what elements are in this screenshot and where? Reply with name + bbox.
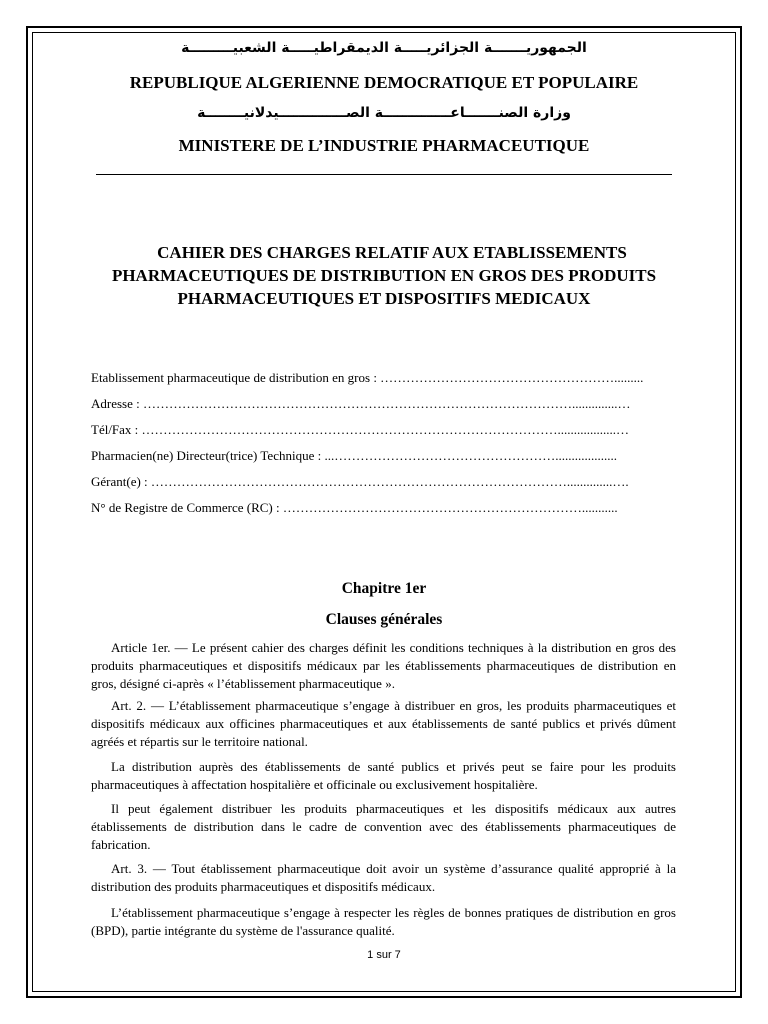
paragraph-bpd: L’établissement pharmaceutique s’engage à respecter les règles de bonnes pratiques de distribution en gros (BPD), partie intégrante du système de l'assurance qualité. xyxy=(91,905,676,938)
paragraph-article-2: Art. 2. — L’établissement pharmaceutique s’engage à distribuer en gros, les produits pharmaceutiques et dispositifs médicaux aux officines pharmaceutiques et aux établissements de santé publics et privés dûment agréés et répartis sur le territoire national. xyxy=(91,698,676,749)
paragraph-article-3: Art. 3. — Tout établissement pharmaceutique doit avoir un système d’assurance qualité approprié à la distribution des produits pharmaceutiques et dispositifs médicaux. xyxy=(91,861,676,894)
chapter-heading: Clauses générales xyxy=(325,611,443,628)
paragraph-hospital-distribution: La distribution auprès des établissements de santé publics et privés peut se faire pour les produits pharmaceutiques à affectation hospitalière et officinale ou exclusivement hospitalière. xyxy=(91,759,676,792)
document-title-line-2: PHARMACEUTIQUES DE DISTRIBUTION EN GROS DES PRODUITS xyxy=(111,266,657,285)
header-divider xyxy=(96,174,672,175)
document-title-line-3: PHARMACEUTIQUES ET DISPOSITIFS MEDICAUX xyxy=(177,289,591,308)
field-establishment: Etablissement pharmaceutique de distribution en gros : ………………………………………………......... xyxy=(91,370,644,385)
chapter-number: Chapitre 1er xyxy=(341,580,427,597)
paragraph-article-1: Article 1er. — Le présent cahier des charges définit les conditions techniques à la distribution en gros des produits pharmaceutiques et dispositifs médicaux par les établissements pharmaceutiques de distribution en gros, désigné ci-après « l’établissement pharmaceutique ». xyxy=(91,640,676,691)
paragraph-other-establishments: Il peut également distribuer les produits pharmaceutiques et les dispositifs médicaux aux autres établissements de distribution dans le cadre de convention avec des établissements pharmaceutiques de fabrication. xyxy=(91,801,676,852)
field-manager: Gérant(e) : ……………………………………………………………………………………..............…. xyxy=(91,474,629,489)
republic-heading: REPUBLIQUE ALGERIENNE DEMOCRATIQUE ET POPULAIRE xyxy=(129,73,639,92)
field-tel-fax: Tél/Fax : ……………………………………………………………………………………..................… xyxy=(91,422,630,437)
field-address: Adresse : ………………………………………………………………………………………..............… xyxy=(91,396,631,411)
field-technical-director: Pharmacien(ne) Directeur(trice) Technique : ...……………………………………………................... xyxy=(91,448,617,463)
document-title-line-1: CAHIER DES CHARGES RELATIF AUX ETABLISSEMENTS xyxy=(157,243,627,262)
arabic-ministry-heading: وزارة الصنـــــــاعــــــــــــــة الصــــــــــــــيدلانيــــــــة xyxy=(197,105,571,121)
field-commerce-register: N° de Registre de Commerce (RC) : ……………………………………………………………........... xyxy=(91,500,618,515)
ministry-heading: MINISTERE DE L’INDUSTRIE PHARMACEUTIQUE xyxy=(178,136,590,155)
page-number: 1 sur 7 xyxy=(367,949,401,961)
arabic-republic-heading: الجمهوريـــــــة الجزائريـــــة الديمقراطيـــــة الشعبيـــــــــة xyxy=(181,40,587,56)
